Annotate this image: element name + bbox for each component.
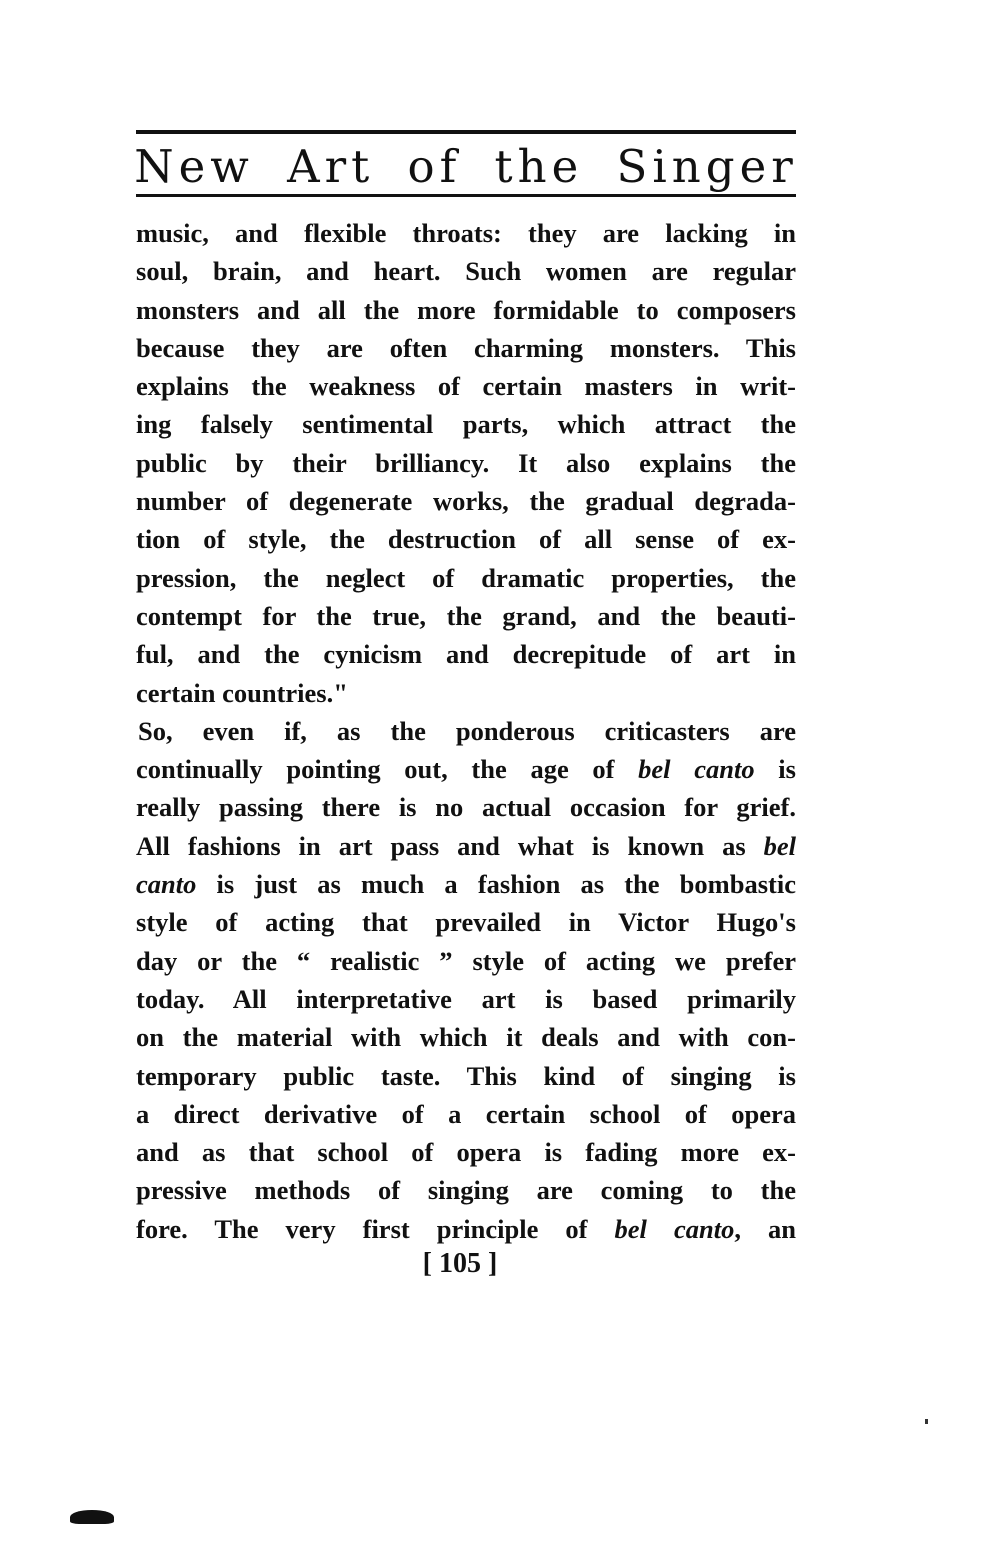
text-segment: fore. The very first principle of — [136, 1213, 615, 1244]
text-segment: is just as much a fashion as the bombastic — [196, 869, 796, 900]
ink-speck — [925, 1419, 928, 1424]
header-rule-bottom — [136, 194, 796, 197]
text-line: really passing there is no actual occasion for grief. — [136, 792, 796, 823]
running-head: New Art of the Singer — [134, 139, 798, 193]
text-line: a direct derivative of a certain school of opera — [136, 1098, 796, 1129]
text-segment: is — [754, 754, 796, 785]
text-line: monsters and all the more formidable to composers — [136, 294, 796, 325]
text-segment: , an — [734, 1213, 796, 1244]
body-text — [136, 214, 796, 1248]
text-line: temporary public taste. This kind of singing is — [136, 1060, 796, 1091]
text-line: public by their brilliancy. It also explains the — [136, 447, 796, 478]
text-line: ful, and the cynicism and decrepitude of art in — [136, 639, 796, 670]
text-line: style of acting that prevailed in Victor Hugo's — [136, 907, 796, 938]
text-line: today. All interpretative art is based primarily — [136, 983, 796, 1014]
header-rule-top — [136, 130, 796, 134]
page-number: [ 105 ] — [422, 1248, 498, 1279]
text-line: pression, the neglect of dramatic properties, the — [136, 562, 796, 593]
text-line: number of degenerate works, the gradual degrada- — [136, 486, 796, 517]
italic-term: canto — [136, 869, 197, 900]
italic-term: bel — [763, 830, 796, 861]
italic-term: bel canto — [614, 1213, 735, 1244]
text-line: because they are often charming monsters. This — [136, 332, 796, 363]
text-line — [136, 827, 796, 865]
ink-blot — [70, 1510, 114, 1524]
text-segment: continually pointing out, the age of — [136, 754, 639, 785]
text-line: on the material with which it deals and with con- — [136, 1022, 796, 1053]
text-line: contempt for the true, the grand, and the beauti- — [136, 600, 796, 631]
text-line: music, and flexible throats: they are lacking in — [136, 218, 796, 248]
italic-term: bel canto — [638, 754, 755, 785]
text-line: explains the weakness of certain masters in writ- — [136, 371, 796, 402]
text-line: and as that school of opera is fading more ex- — [136, 1137, 796, 1168]
text-segment: All fashions in art pass and what is known as — [136, 830, 764, 861]
text-line — [136, 865, 796, 903]
text-line: day or the “ realistic ” style of acting we prefer — [136, 945, 796, 976]
text-line: So, even if, as the ponderous criticasters are — [138, 715, 796, 746]
text-line — [136, 1210, 796, 1248]
text-line — [136, 750, 796, 788]
text-line: tion of style, the destruction of all sense of ex- — [136, 524, 796, 555]
text-line: certain countries." — [136, 677, 348, 708]
text-line: pressive methods of singing are coming to the — [136, 1175, 796, 1206]
text-line: ing falsely sentimental parts, which attract the — [136, 409, 796, 440]
text-line: soul, brain, and heart. Such women are regular — [136, 256, 796, 287]
